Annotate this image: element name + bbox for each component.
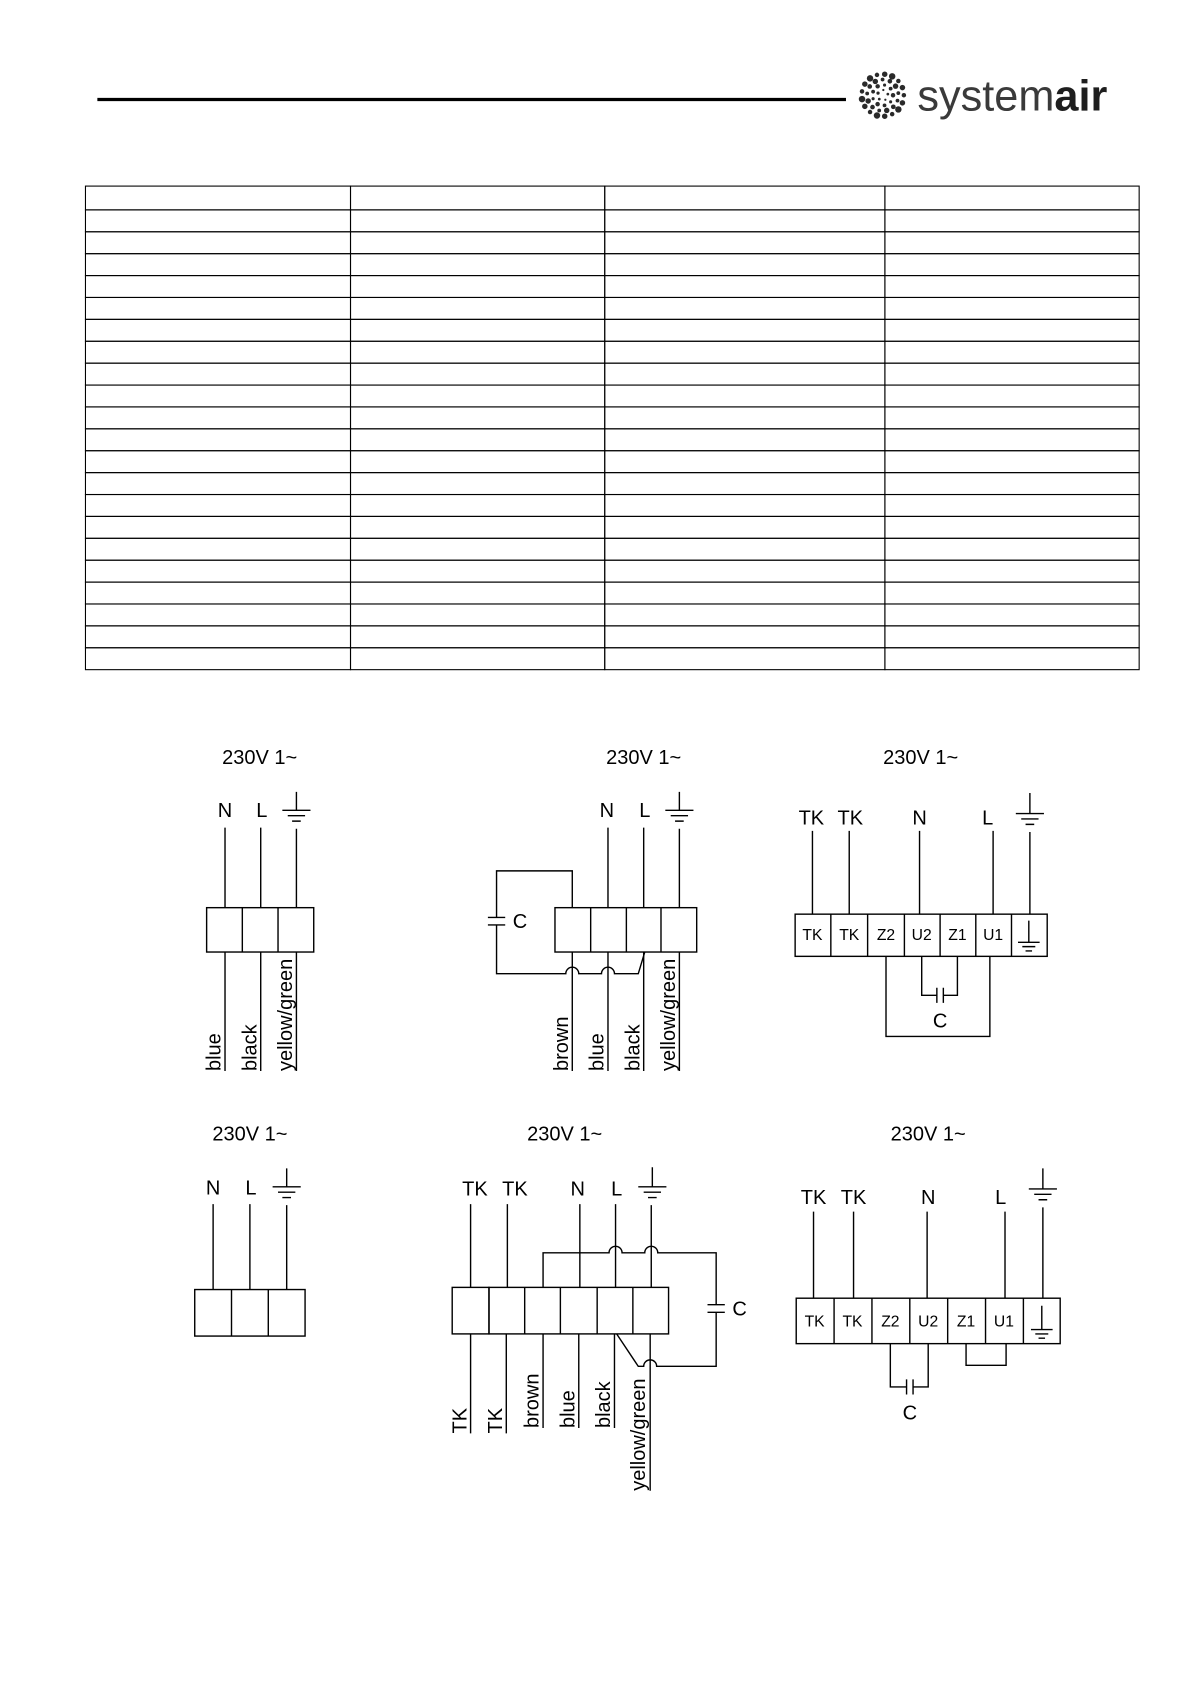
wire-label: TK	[449, 1407, 472, 1434]
logo-dot	[871, 90, 875, 94]
logo-dot	[896, 91, 900, 95]
top-label-l: L	[611, 1178, 623, 1201]
terminal-label: TK	[842, 1313, 863, 1331]
logo-dot	[860, 89, 865, 94]
wire-label: blue	[203, 1033, 226, 1072]
wire-label: black	[593, 1381, 616, 1429]
supply-voltage-label: 230V 1~	[527, 1123, 603, 1146]
logo-dot	[862, 104, 867, 109]
terminal-label: U2	[911, 927, 932, 945]
wire-label: brown	[550, 1016, 573, 1072]
top-label-n: N	[920, 1187, 936, 1210]
logo-dot	[882, 113, 887, 118]
logo-dot	[876, 91, 879, 94]
top-label-tk: TK	[837, 807, 864, 830]
logo-dot	[868, 110, 873, 115]
logo-dot	[883, 103, 887, 107]
logo-dot	[895, 106, 901, 112]
terminal-label: U1	[983, 927, 1004, 945]
capacitor-label: C	[902, 1402, 918, 1425]
wire-label: yellow/green	[658, 958, 681, 1072]
logo-dot	[872, 97, 875, 100]
logo-dot	[889, 87, 893, 91]
logo-dot	[884, 108, 889, 113]
top-label-l: L	[245, 1177, 257, 1200]
capacitor-label: C	[732, 1298, 747, 1321]
logo-dot	[875, 84, 879, 88]
terminal-label: Z1	[948, 927, 967, 945]
wire-label: TK	[484, 1407, 507, 1434]
top-label-tk: TK	[798, 807, 825, 830]
wire-label: black	[622, 1024, 645, 1072]
terminal-label: U1	[993, 1313, 1014, 1331]
logo-dot	[889, 73, 895, 79]
logo-dot	[875, 102, 879, 106]
logo-dot	[881, 78, 885, 82]
top-label-n: N	[205, 1177, 221, 1200]
top-label-tk: TK	[840, 1187, 867, 1210]
terminal-label: TK	[839, 927, 860, 945]
supply-voltage-label: 230V 1~	[222, 746, 298, 769]
logo-dot	[896, 99, 900, 103]
logo-dot	[886, 93, 889, 96]
logo-dot	[882, 89, 884, 91]
logo-text-air: air	[1054, 72, 1108, 121]
supply-voltage-label: 230V 1~	[883, 746, 959, 769]
wire-label: black	[239, 1024, 262, 1072]
capacitor-label: C	[932, 1010, 948, 1033]
top-label-l: L	[639, 799, 651, 822]
top-label-tk: TK	[502, 1178, 528, 1201]
logo-dot	[873, 79, 878, 84]
logo-dot	[859, 96, 865, 102]
logo-dot	[867, 84, 872, 89]
top-label-n: N	[570, 1178, 585, 1201]
logo-dot	[900, 100, 905, 105]
top-label-n: N	[912, 807, 927, 830]
terminal-label: U2	[918, 1313, 939, 1331]
top-label-n: N	[217, 799, 233, 822]
wire-label: brown	[521, 1373, 544, 1429]
capacitor-label: C	[512, 911, 528, 934]
terminal-label: Z2	[876, 927, 896, 945]
logo-dot	[891, 93, 895, 97]
wire-label: yellow/green	[627, 1378, 650, 1491]
supply-voltage-label: 230V 1~	[606, 746, 682, 769]
supply-voltage-label: 230V 1~	[212, 1123, 288, 1146]
logo-dot	[865, 98, 870, 103]
top-label-n: N	[599, 799, 615, 822]
top-label-l: L	[982, 807, 994, 830]
logo-dot	[862, 81, 867, 86]
logo-dot	[882, 71, 887, 76]
wire-label: yellow/green	[275, 958, 298, 1072]
logo-dot	[865, 92, 869, 96]
logo-wordmark	[917, 72, 1107, 120]
logo-dot	[883, 84, 886, 87]
logo-dot	[888, 79, 893, 84]
logo-dot	[867, 75, 873, 81]
logo-dot	[870, 105, 875, 110]
terminal-label: Z2	[881, 1313, 900, 1331]
logo-dot	[877, 109, 881, 113]
terminal-label: TK	[804, 1313, 825, 1331]
logo-text-system: system	[917, 72, 1055, 121]
wire-label: blue	[557, 1390, 580, 1429]
logo-dot	[878, 98, 881, 101]
terminal-label: TK	[802, 927, 823, 945]
logo-dot	[884, 99, 886, 101]
top-label-l: L	[256, 799, 268, 822]
top-label-l: L	[995, 1187, 1007, 1210]
logo-dot	[896, 79, 901, 84]
logo-dot	[890, 112, 895, 117]
logo-dot	[893, 83, 898, 88]
logo-dot	[902, 93, 907, 98]
top-label-tk: TK	[462, 1178, 488, 1201]
logo-dot	[900, 85, 905, 90]
logo-dot	[891, 105, 896, 110]
wire-label: blue	[586, 1033, 609, 1072]
terminal-label: Z1	[956, 1313, 976, 1331]
logo-dot	[889, 100, 892, 103]
logo-dot	[874, 112, 880, 118]
supply-voltage-label: 230V 1~	[890, 1123, 966, 1146]
logo-dot	[875, 73, 880, 78]
top-label-tk: TK	[800, 1187, 827, 1210]
